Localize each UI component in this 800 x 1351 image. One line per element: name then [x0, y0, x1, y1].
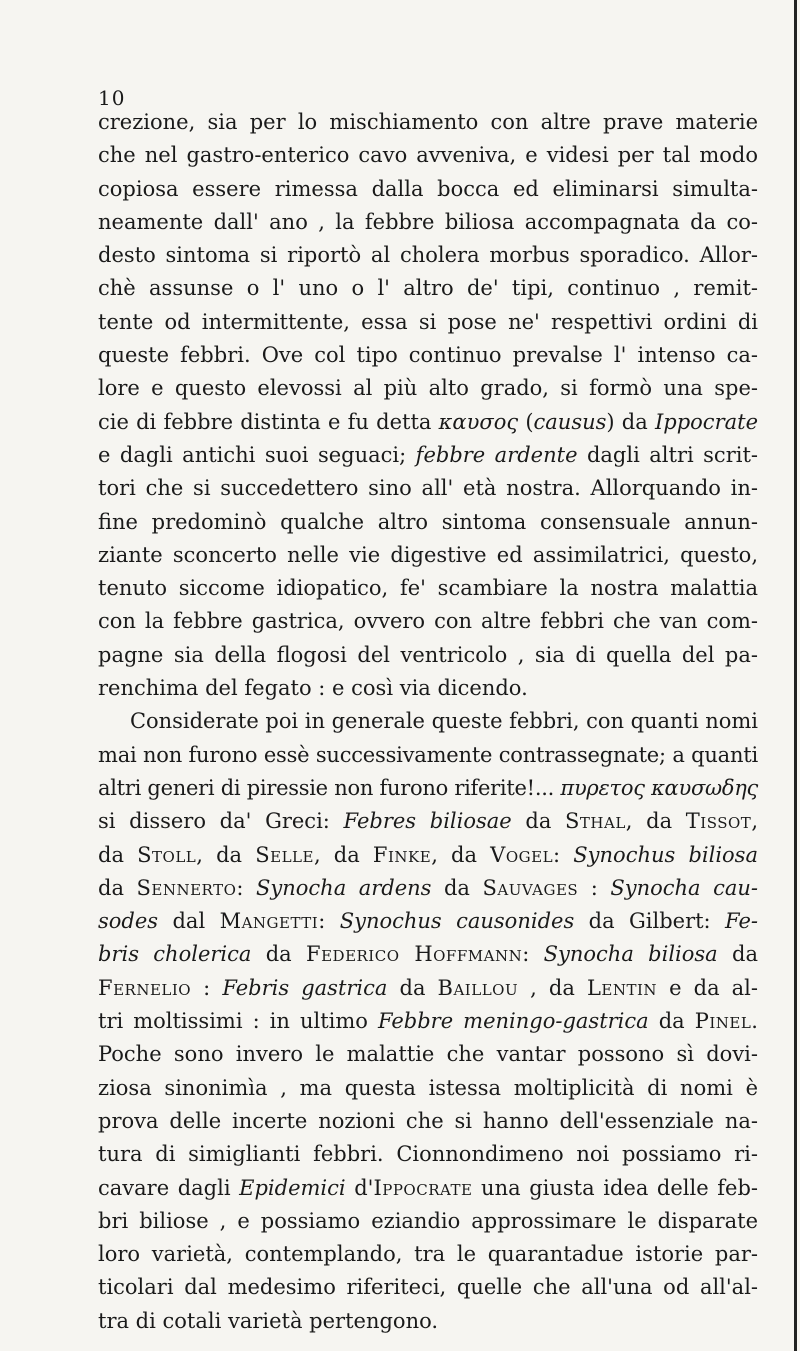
author-name: Tissot [685, 809, 752, 834]
author-name: Sennerto [136, 875, 237, 900]
italic-term: Fe- [725, 909, 758, 934]
text-line: cavare dagli Epidemici d'Ippocrate una giusta idea delle feb- [98, 1175, 758, 1200]
text-line: tente od intermittente, essa si pose ne' respettivi ordini di [98, 309, 758, 334]
author-name: Stoll [137, 842, 197, 867]
author-name: Sauvages [482, 875, 579, 900]
text-line: pagne sia della flogosi del ventricolo , sia di quella del pa- [98, 642, 758, 667]
text-line: si dissero da' Greci: Febres biliosae da Sthal, da Tissot, [98, 809, 758, 834]
text-line: cie di febbre distinta e fu detta καυσος (causus) da Ippocrate [98, 409, 758, 434]
text-line: altri generi di piressie non furono riferite!... πυρετος καυσωδης [98, 775, 758, 800]
text-line: Poche sono invero le malattie che vantar possono sì dovi- [98, 1042, 758, 1067]
author-name: Selle [255, 842, 314, 867]
author-name: Ippocrate [373, 1175, 473, 1200]
page-edge-line [794, 0, 797, 1351]
body-text [98, 106, 758, 1338]
text-line: lore e questo elevossi al più alto grado, si formò una spe- [98, 376, 758, 401]
latin-term: causus [533, 409, 607, 434]
text-line: da Sennerto: Synocha ardens da Sauvages : Synocha cau- [98, 875, 758, 900]
text-line: prova delle incerte nozioni che si hanno dell'essenziale na- [98, 1108, 758, 1133]
text-line: loro varietà, contemplando, tra le quarantadue istorie par- [98, 1242, 758, 1267]
italic-term: Epidemici [239, 1175, 346, 1200]
text-line: che nel gastro-enterico cavo avveniva, e videsi per tal modo [98, 143, 758, 168]
text-line: neamente dall' ano , la febbre biliosa accompagnata da co- [98, 209, 758, 234]
text-line: tura di simiglianti febbri. Cionnondimeno noi possiamo ri- [98, 1142, 758, 1167]
author-name: Federico Hoffmann [306, 942, 523, 967]
italic-term: Febres biliosae [343, 809, 512, 834]
text-line: ticolari dal medesimo riferiteci, quelle che all'una od all'al- [98, 1275, 758, 1300]
text-line: con la febbre gastrica, ovvero con altre febbri che van com- [98, 609, 758, 634]
greek-term: καυσος [438, 409, 519, 434]
page-number: 10 [98, 86, 126, 110]
text-line: Considerate poi in generale queste febbri, con quanti nomi [130, 709, 758, 734]
text-line: queste febbri. Ove col tipo continuo prevalse l' intenso ca- [98, 343, 758, 368]
italic-term: Febris gastrica [222, 975, 388, 1000]
text-line: chè assunse o l' uno o l' altro de' tipi, continuo , remit- [98, 276, 758, 301]
text-line: sodes dal Mangetti: Synochus causonides da Gilbert: Fe- [98, 909, 758, 934]
text-line: tra di cotali varietà pertengono. [98, 1308, 439, 1333]
author-name: Vogel [490, 842, 554, 867]
text-line: fine predominò qualche altro sintoma consensuale annun- [98, 509, 758, 534]
text-line: bris cholerica da Federico Hoffmann: Synocha biliosa da [98, 942, 758, 967]
text-line: mai non furono essè successivamente contrassegnate; a quanti [98, 742, 758, 767]
text-line: tori che si succedettero sino all' età nostra. Allorquando in- [98, 476, 758, 501]
italic-term: sodes [98, 909, 159, 934]
text-line: Fernelio : Febris gastrica da Baillou , da Lentin e da al- [98, 975, 758, 1000]
author-name: Pinel [694, 1009, 752, 1034]
italic-term: Synochus biliosa [573, 842, 758, 867]
text-line: bri biliose , e possiamo eziandio approssimare le disparate [98, 1208, 758, 1233]
text-line: ziante sconcerto nelle vie digestive ed assimilatrici, questo, [98, 542, 758, 567]
italic-term: febbre ardente [415, 442, 578, 467]
author-name: Sthal [565, 809, 626, 834]
text-line: renchima del fegato : e così via dicendo. [98, 676, 528, 701]
text-line: tenuto siccome idiopatico, fe' scambiare la nostra malattia [98, 576, 758, 601]
author-name: Lentin [586, 975, 658, 1000]
author-name: Fernelio [98, 975, 192, 1000]
italic-term: Synocha cau- [610, 875, 758, 900]
author-name: Mangetti [219, 909, 319, 934]
text-line: ziosa sinonimìa , ma questa istessa moltiplicità di nomi è [98, 1075, 758, 1100]
text-line: tri moltissimi : in ultimo Febbre meningo-gastrica da Pinel. [98, 1009, 758, 1034]
greek-term: πυρετος καυσωδης [560, 775, 758, 800]
author-name: Ippocrate [654, 409, 758, 434]
italic-term: Synochus causonides [339, 909, 575, 934]
italic-term: Synocha ardens [255, 875, 432, 900]
text-line: desto sintoma si riportò al cholera morbus sporadico. Allor- [98, 243, 758, 268]
italic-term: bris cholerica [98, 942, 252, 967]
italic-term: Synocha biliosa [543, 942, 718, 967]
italic-term: Febbre meningo-gastrica [377, 1009, 649, 1034]
text-line: copiosa essere rimessa dalla bocca ed eliminarsi simulta- [98, 176, 758, 201]
author-name: Finke [372, 842, 432, 867]
author-name: Baillou [437, 975, 519, 1000]
text-line: e dagli antichi suoi seguaci; febbre ardente dagli altri scrit- [98, 442, 758, 467]
text-line: da Stoll, da Selle, da Finke, da Vogel: Synochus biliosa [98, 842, 758, 867]
text-line: crezione, sia per lo mischiamento con altre prave materie [98, 110, 758, 134]
